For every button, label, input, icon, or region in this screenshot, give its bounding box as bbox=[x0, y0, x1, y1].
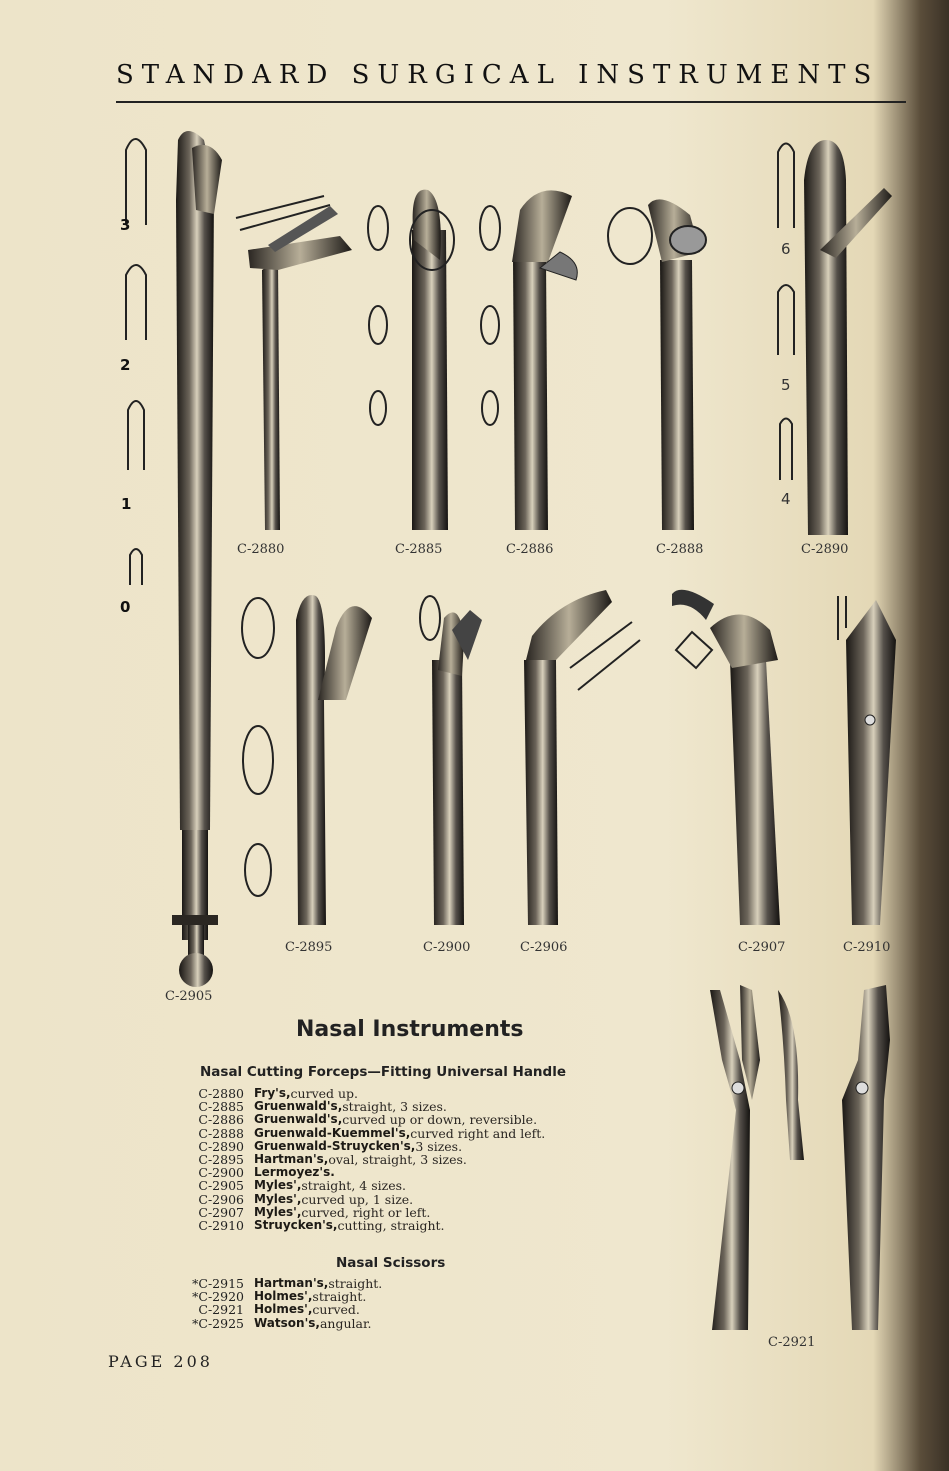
scissors-heading: Nasal Scissors bbox=[336, 1255, 446, 1271]
list-item: C-2905 Myles', straight, 4 sizes. bbox=[198, 1178, 406, 1194]
scissors-list bbox=[176, 1277, 382, 1330]
figure-label-c2885: C-2885 bbox=[395, 542, 443, 557]
page-header: STANDARD SURGICAL INSTRUMENTS bbox=[116, 60, 880, 90]
forceps-c2890 bbox=[804, 140, 892, 535]
list-item: C-2907 Myles', curved, right or left. bbox=[198, 1204, 431, 1220]
forceps-c2885 bbox=[410, 190, 454, 530]
list-item: C-2885 Gruenwald's, straight, 3 sizes. bbox=[198, 1099, 447, 1115]
list-item: *C-2915 Hartman's, straight. bbox=[192, 1276, 383, 1291]
forceps-c2888 bbox=[608, 199, 706, 530]
list-item: C-2888 Gruenwald-Kuemmel's, curved right and left. bbox=[198, 1125, 546, 1141]
forceps-c2907 bbox=[672, 590, 780, 925]
figure-label-c2895: C-2895 bbox=[285, 940, 333, 955]
handle-c2905 bbox=[172, 131, 222, 987]
list-item: *C-2925 Watson's, angular. bbox=[192, 1315, 372, 1331]
gauge-size-2: 2 bbox=[120, 356, 131, 374]
forceps-c2895 bbox=[296, 595, 372, 925]
gauge-size-6: 6 bbox=[781, 240, 791, 258]
forceps-c2886 bbox=[512, 190, 577, 530]
list-item: C-2900 Lermoyez's. bbox=[198, 1165, 335, 1181]
size-gauge-right bbox=[778, 144, 794, 481]
list-item: C-2895 Hartman's, oval, straight, 3 sizes. bbox=[198, 1152, 467, 1168]
figure-label-c2906: C-2906 bbox=[520, 940, 568, 955]
gauge-size-4: 4 bbox=[781, 490, 791, 508]
figure-label-c2921: C-2921 bbox=[768, 1335, 816, 1350]
figure-label-c2890: C-2890 bbox=[801, 542, 849, 557]
section-title: Nasal Instruments bbox=[296, 1017, 524, 1042]
forceps-c2906 bbox=[524, 590, 640, 925]
forceps-heading: Nasal Cutting Forceps—Fitting Universal Handle bbox=[200, 1064, 566, 1080]
figure-label-c2907: C-2907 bbox=[738, 940, 786, 955]
forceps-list bbox=[176, 1087, 545, 1232]
scissors-c2921 bbox=[710, 985, 890, 1330]
figure-label-c2880: C-2880 bbox=[237, 542, 285, 557]
gauge-size-5: 5 bbox=[781, 376, 791, 394]
list-item: C-2890 Gruenwald-Struycken's, 3 sizes. bbox=[198, 1138, 463, 1154]
list-item: C-2910 Struycken's, cutting, straight. bbox=[198, 1218, 445, 1234]
figure-label-c2905: C-2905 bbox=[165, 989, 213, 1004]
gauge-size-1: 1 bbox=[121, 495, 132, 513]
forceps-c2880 bbox=[236, 196, 352, 530]
gauge-size-0: 0 bbox=[120, 598, 131, 616]
figure-label-c2910: C-2910 bbox=[843, 940, 891, 955]
size-loops-c2895 bbox=[242, 598, 274, 896]
list-item: C-2886 Gruenwald's, curved up or down, reversible. bbox=[198, 1112, 538, 1128]
list-item: *C-2920 Holmes', straight. bbox=[192, 1289, 367, 1305]
list-item: C-2921 Holmes', curved. bbox=[198, 1302, 360, 1318]
figure-label-c2900: C-2900 bbox=[423, 940, 471, 955]
page-number: PAGE 208 bbox=[108, 1352, 213, 1371]
list-item: C-2906 Myles', curved up, 1 size. bbox=[198, 1191, 414, 1207]
gauge-size-3: 3 bbox=[120, 216, 131, 234]
figure-label-c2886: C-2886 bbox=[506, 542, 554, 557]
figure-label-c2888: C-2888 bbox=[656, 542, 704, 557]
scissors-c2910 bbox=[838, 596, 896, 925]
list-item: C-2880 Fry's, curved up. bbox=[198, 1086, 359, 1101]
forceps-c2900 bbox=[420, 596, 482, 925]
